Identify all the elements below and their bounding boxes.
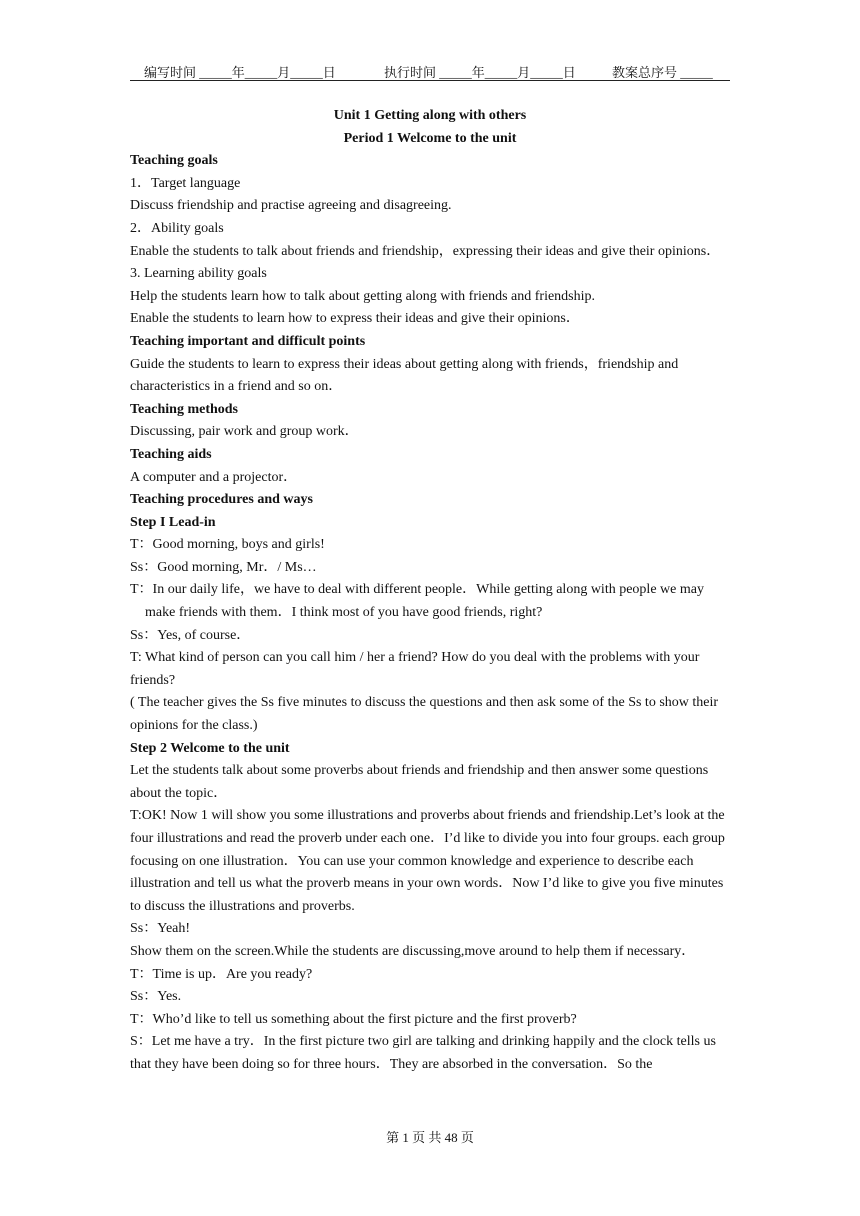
- document-subtitle: Period 1 Welcome to the unit: [343, 130, 517, 146]
- step1-heading: Step I Lead-in: [130, 514, 216, 530]
- dialogue-line: T：In our daily life，we have to deal with different people．While getting along with people we may make friends with them．I think most of you have good friends, right?: [130, 582, 704, 621]
- learning-goals-text-2: Enable the students to learn how to express their ideas and give their opinions．: [130, 311, 580, 327]
- page-header: [130, 60, 730, 81]
- teaching-methods-text: Discussing, pair work and group work．: [130, 424, 359, 440]
- instruction-text: Show them on the screen.While the students are discussing,move around to help them if necessary．: [130, 943, 696, 959]
- target-language-text: Discuss friendship and practise agreeing and disagreeing.: [130, 198, 452, 214]
- ability-goals-label: 2．Ability goals: [130, 220, 224, 236]
- step2-heading: Step 2 Welcome to the unit: [130, 740, 290, 756]
- important-points-text: Guide the students to learn to express their ideas about getting along with friends，friendship and characteristics in a friend and so on．: [130, 356, 679, 395]
- dialogue-line: Ss：Good morning, Mr．/ Ms…: [130, 559, 317, 575]
- dialogue-line: T:OK! Now 1 will show you some illustrations and proverbs about friends and friendship.Let’s look at the four illustrations and read the proverb under each one．I’d like to divide you into four groups. each group focusing on one illustration．You can use your common knowledge and experience to describe each illustration and tell us what the proverb means in your own words．Now I’d like to give you five minutes to discuss the illustrations and proverbs.: [130, 808, 725, 914]
- important-points-heading: Teaching important and difficult points: [130, 333, 366, 349]
- dialogue-line: Ss：Yes, of course．: [130, 627, 251, 643]
- document-body: [130, 105, 730, 1077]
- compile-time-field: 编写时间 _____年_____月_____日: [144, 65, 336, 80]
- learning-goals-label: 3. Learning ability goals: [130, 266, 267, 282]
- stage-direction: ( The teacher gives the Ss five minutes to discuss the questions and then ask some of the Ss to show their opinions for the class.): [130, 695, 719, 734]
- ability-goals-text: Enable the students to talk about friends and friendship，expressing their ideas and give their opinions．: [130, 243, 721, 259]
- document-title: Unit 1 Getting along with others: [333, 108, 527, 123]
- dialogue-line: T：Who’d like to tell us something about the first picture and the first proverb?: [130, 1011, 577, 1027]
- execute-time-field: 执行时间 _____年_____月_____日: [384, 65, 576, 80]
- dialogue-line: T：Good morning, boys and girls!: [130, 537, 325, 553]
- learning-goals-text-1: Help the students learn how to talk about getting along with friends and friendship.: [130, 288, 596, 304]
- teaching-methods-heading: Teaching methods: [130, 401, 239, 417]
- target-language-label: 1．Target language: [130, 175, 241, 191]
- teaching-aids-heading: Teaching aids: [130, 446, 212, 462]
- dialogue-line: Ss：Yes.: [130, 989, 182, 1005]
- instruction-text: Let the students talk about some proverbs about friends and friendship and then answer some questions about the topic．: [130, 763, 709, 801]
- dialogue-line: T: What kind of person can you call him / her a friend? How do you deal with the problems with your friends?: [130, 650, 700, 688]
- teaching-goals-heading: Teaching goals: [130, 153, 218, 169]
- dialogue-line: S：Let me have a try．In the first picture two girl are talking and drinking happily and the clock tells us that they have been doing so for three hours．They are absorbed in the conversation．So the: [130, 1034, 716, 1072]
- page-footer: 第 1 页 共 48 页: [386, 1130, 474, 1145]
- dialogue-line: Ss：Yeah!: [130, 921, 191, 937]
- dialogue-line: T：Time is up．Are you ready?: [130, 966, 313, 982]
- teaching-aids-text: A computer and a projector．: [130, 469, 298, 485]
- procedures-heading: Teaching procedures and ways: [130, 492, 313, 508]
- plan-number-field: 教案总序号 _____: [612, 65, 713, 80]
